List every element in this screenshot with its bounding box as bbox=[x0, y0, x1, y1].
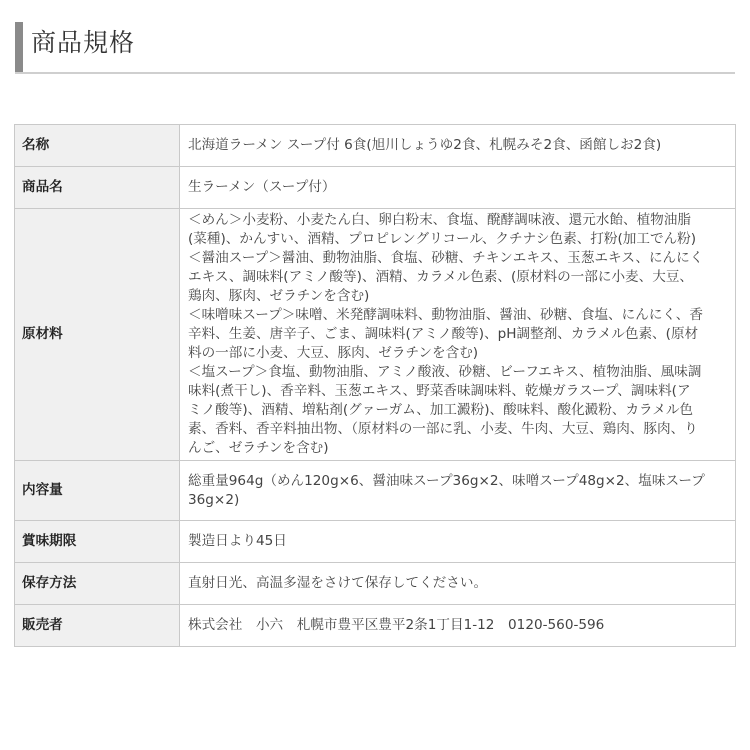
storage-label: 保存方法 bbox=[15, 563, 180, 605]
name-label: 名称 bbox=[15, 125, 180, 167]
seller-label: 販売者 bbox=[15, 605, 180, 647]
product-name-value: 生ラーメン（スープ付） bbox=[180, 167, 736, 209]
ingredients-label: 原材料 bbox=[15, 209, 180, 461]
seller-value: 株式会社 小六 札幌市豊平区豊平2条1丁目1-12 0120-560-596 bbox=[180, 605, 736, 647]
section-title: 商品規格 bbox=[31, 28, 136, 57]
product-name-label: 商品名 bbox=[15, 167, 180, 209]
ingredients-value: ＜めん＞小麦粉、小麦たん白、卵白粉末、食塩、醗酵調味液、還元水飴、植物油脂 (菜種)、かんすい、酒精、プロピレングリコール、クチナシ色素、打粉(加工でん粉) ＜醤油スープ＞醤油、動物油脂、食塩、砂糖、チキンエキス、玉葱エキス、にんにく エキス、調味料(アミノ酸等)、酒精、カラメル色素、(原材料の一部に小麦、大豆、 鶏肉、豚肉、ゼラチンを含む) ＜味噌味スープ＞味噌、米発酵調味料、動物油脂、醤油、砂糖、食塩、にんにく、香 辛料、生姜、唐辛子、ごま、調味料(アミノ酸等)、pH調整剤、カラメル色素、(原材 料の一部に小麦、大豆、豚肉、ゼラチンを含む) ＜塩スープ＞食塩、動物油脂、アミノ酸液、砂糖、ビーフエキス、植物油脂、風味調 味料(煮干し)、香辛料、玉葱エキス、野菜香味調味料、乾燥ガラスープ、調味料(ア ミノ酸等)、酒精、増粘剤(グァーガム、加工澱粉)、酸味料、酸化澱粉、カラメル色 素、香料、香辛料抽出物、（原材料の一部に乳、小麦、牛肉、大豆、鶏肉、豚肉、り んご、ゼラチンを含む) bbox=[188, 212, 704, 456]
shelf-life-value: 製造日より45日 bbox=[180, 521, 736, 563]
table-row-storage bbox=[15, 563, 736, 605]
table-row-shelf-life bbox=[15, 521, 736, 563]
table-row-seller bbox=[15, 605, 736, 647]
table-row-content bbox=[15, 461, 736, 521]
content-value: 総重量964g（めん120g×6、醤油味スープ36g×2、味噌スープ48g×2、塩味スープ 36g×2) bbox=[188, 472, 705, 508]
content-label: 内容量 bbox=[15, 461, 180, 521]
spec-table bbox=[14, 124, 736, 647]
name-value: 北海道ラーメン スープ付 6食(旭川しょうゆ2食、札幌みそ2食、函館しお2食) bbox=[180, 125, 736, 167]
header-accent-bar bbox=[15, 22, 23, 72]
shelf-life-label: 賞味期限 bbox=[15, 521, 180, 563]
header-underline bbox=[15, 72, 735, 74]
table-row-name bbox=[15, 125, 736, 167]
table-row-ingredients bbox=[15, 209, 736, 461]
table-row-product-name bbox=[15, 167, 736, 209]
section-header bbox=[15, 22, 735, 72]
storage-value: 直射日光、高温多湿をさけて保存してください。 bbox=[180, 563, 736, 605]
